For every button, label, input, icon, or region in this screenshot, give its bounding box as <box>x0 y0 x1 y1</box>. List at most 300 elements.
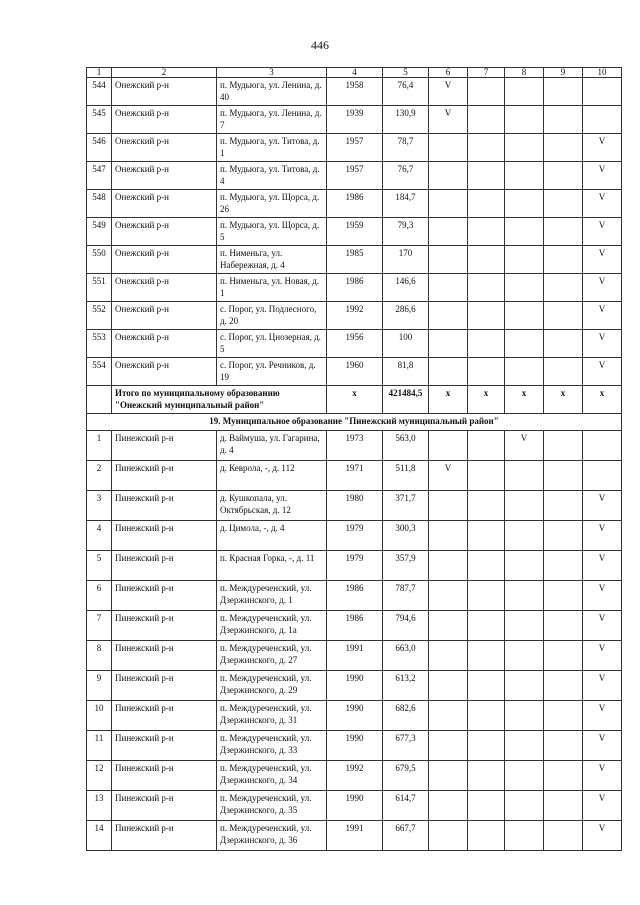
table-cell <box>505 791 544 821</box>
table-cell: Онежский р-н <box>112 190 217 218</box>
table-cell: 4 <box>87 521 112 551</box>
table-cell <box>429 551 468 581</box>
table-cell: Пинежский р-н <box>112 821 217 851</box>
table-cell <box>429 701 468 731</box>
table-cell: V <box>583 218 622 246</box>
table-cell <box>429 521 468 551</box>
table-cell: Онежский р-н <box>112 330 217 358</box>
housing-register-table <box>86 67 622 851</box>
table-cell: 614,7 <box>383 791 429 821</box>
table-cell: 1986 <box>327 190 383 218</box>
table-cell: 184,7 <box>383 190 429 218</box>
table-cell: Онежский р-н <box>112 106 217 134</box>
table-cell <box>544 521 583 551</box>
table-cell <box>429 302 468 330</box>
table-cell <box>468 581 505 611</box>
table-cell: д. Ваймуша, ул. Гагарина, д. 4 <box>217 431 327 461</box>
table-cell <box>505 190 544 218</box>
table-cell: 551 <box>87 274 112 302</box>
table-cell: 421484,5 <box>383 386 429 414</box>
column-header: 7 <box>468 68 505 78</box>
table-cell: 554 <box>87 358 112 386</box>
table-cell <box>505 218 544 246</box>
table-cell: 11 <box>87 731 112 761</box>
table-cell: 563,0 <box>383 431 429 461</box>
table-cell <box>505 358 544 386</box>
table-cell <box>505 162 544 190</box>
table-cell: V <box>583 731 622 761</box>
table-cell: V <box>583 611 622 641</box>
table-cell <box>468 78 505 106</box>
table-cell: 81,8 <box>383 358 429 386</box>
table-cell <box>468 274 505 302</box>
table-cell: x <box>327 386 383 414</box>
table-cell <box>544 701 583 731</box>
table-cell: 1979 <box>327 521 383 551</box>
table-cell: 1991 <box>327 641 383 671</box>
table-cell: 9 <box>87 671 112 701</box>
table-cell: Пинежский р-н <box>112 581 217 611</box>
table-row <box>87 641 622 671</box>
table-cell <box>429 731 468 761</box>
table-cell: Онежский р-н <box>112 274 217 302</box>
table-cell: Пинежский р-н <box>112 431 217 461</box>
table-cell <box>544 431 583 461</box>
table-cell <box>468 641 505 671</box>
table-cell: п. Междуреченский, ул. Дзержинского, д. 27 <box>217 641 327 671</box>
table-cell: п. Мудьюга, ул. Титова, д. 1 <box>217 134 327 162</box>
table-cell: V <box>583 791 622 821</box>
table-cell <box>544 731 583 761</box>
table-cell: V <box>583 358 622 386</box>
table-cell: 1992 <box>327 761 383 791</box>
table-cell: Онежский р-н <box>112 78 217 106</box>
table-cell: V <box>429 106 468 134</box>
table-cell <box>429 246 468 274</box>
table-cell: 170 <box>383 246 429 274</box>
table-cell <box>505 611 544 641</box>
table-cell <box>544 611 583 641</box>
table-cell <box>468 491 505 521</box>
table-cell <box>505 78 544 106</box>
table-cell: 8 <box>87 641 112 671</box>
table-cell: 6 <box>87 581 112 611</box>
column-header: 8 <box>505 68 544 78</box>
table-cell <box>429 761 468 791</box>
table-cell: Пинежский р-н <box>112 671 217 701</box>
table-cell <box>429 791 468 821</box>
table-cell: п. Междуреченский, ул. Дзержинского, д. 34 <box>217 761 327 791</box>
table-cell: п. Междуреченский, ул. Дзержинского, д. 29 <box>217 671 327 701</box>
table-cell <box>468 302 505 330</box>
table-row <box>87 134 622 162</box>
table-cell: 14 <box>87 821 112 851</box>
table-cell: 2 <box>87 461 112 491</box>
table-cell: 544 <box>87 78 112 106</box>
table-cell: 548 <box>87 190 112 218</box>
table-cell: V <box>583 551 622 581</box>
table-cell: 1 <box>87 431 112 461</box>
table-cell <box>583 461 622 491</box>
table-cell <box>468 761 505 791</box>
table-cell <box>505 701 544 731</box>
table-cell <box>544 106 583 134</box>
table-cell: Пинежский р-н <box>112 551 217 581</box>
table-cell <box>505 671 544 701</box>
table-cell: 613,2 <box>383 671 429 701</box>
table-cell: V <box>505 431 544 461</box>
column-header: 10 <box>583 68 622 78</box>
table-row <box>87 162 622 190</box>
table-row <box>87 431 622 461</box>
table-row <box>87 731 622 761</box>
table-cell <box>505 461 544 491</box>
table-cell: 357,9 <box>383 551 429 581</box>
table-cell: 76,7 <box>383 162 429 190</box>
table-cell: V <box>583 701 622 731</box>
table-cell <box>468 791 505 821</box>
table-cell: 1986 <box>327 611 383 641</box>
table-cell <box>505 491 544 521</box>
table-cell <box>468 246 505 274</box>
table-cell <box>505 761 544 791</box>
table-cell <box>87 386 112 414</box>
table-cell: V <box>583 274 622 302</box>
table-cell: Пинежский р-н <box>112 491 217 521</box>
table-cell <box>468 218 505 246</box>
table-cell: V <box>583 330 622 358</box>
table-cell: п. Междуреченский, ул. Дзержинского, д. 31 <box>217 701 327 731</box>
page-number: 446 <box>311 38 329 52</box>
table-cell: 1960 <box>327 358 383 386</box>
table-cell: 679,5 <box>383 761 429 791</box>
table-cell <box>544 218 583 246</box>
table-cell: Онежский р-н <box>112 302 217 330</box>
table-cell <box>583 106 622 134</box>
table-cell: п. Красная Горка, -, д. 11 <box>217 551 327 581</box>
table-cell: 1939 <box>327 106 383 134</box>
table-cell: 12 <box>87 761 112 791</box>
table-cell <box>544 162 583 190</box>
table-cell: Пинежский р-н <box>112 641 217 671</box>
table-cell: Пинежский р-н <box>112 461 217 491</box>
table-cell: 1957 <box>327 134 383 162</box>
table-cell <box>544 671 583 701</box>
table-row <box>87 302 622 330</box>
table-cell <box>583 78 622 106</box>
table-cell: V <box>583 761 622 791</box>
table-cell: 550 <box>87 246 112 274</box>
table-cell: Пинежский р-н <box>112 701 217 731</box>
table-cell <box>468 162 505 190</box>
table-cell: V <box>583 134 622 162</box>
table-row <box>87 246 622 274</box>
table-body <box>87 68 622 851</box>
table-cell <box>544 761 583 791</box>
table-cell: 663,0 <box>383 641 429 671</box>
table-cell <box>544 78 583 106</box>
table-cell: 682,6 <box>383 701 429 731</box>
table-row <box>87 274 622 302</box>
table-cell: 79,3 <box>383 218 429 246</box>
table-cell <box>429 581 468 611</box>
table-cell <box>505 551 544 581</box>
table-row <box>87 521 622 551</box>
table-cell <box>505 330 544 358</box>
section-heading-row <box>87 414 622 431</box>
table-cell <box>505 581 544 611</box>
table-cell <box>429 274 468 302</box>
table-cell <box>468 190 505 218</box>
table-cell: Пинежский р-н <box>112 731 217 761</box>
table-cell: 1958 <box>327 78 383 106</box>
table-cell: 300,3 <box>383 521 429 551</box>
table-cell: 547 <box>87 162 112 190</box>
table-cell: Онежский р-н <box>112 218 217 246</box>
table-cell: п. Мудьюга, ул. Титова, д. 4 <box>217 162 327 190</box>
table-cell: 787,7 <box>383 581 429 611</box>
table-cell: V <box>583 162 622 190</box>
table-row <box>87 78 622 106</box>
table-cell <box>429 491 468 521</box>
table-cell: 1957 <box>327 162 383 190</box>
table-cell <box>429 431 468 461</box>
column-header: 3 <box>217 68 327 78</box>
table-cell: Пинежский р-н <box>112 791 217 821</box>
table-cell: 146,6 <box>383 274 429 302</box>
table-cell: 1990 <box>327 731 383 761</box>
table-cell: 552 <box>87 302 112 330</box>
table-cell: V <box>583 671 622 701</box>
table-cell <box>429 671 468 701</box>
table-cell <box>505 521 544 551</box>
table-cell: п. Мудьюга, ул. Щорса, д. 26 <box>217 190 327 218</box>
table-cell: 76,4 <box>383 78 429 106</box>
table-row <box>87 821 622 851</box>
table-cell: 7 <box>87 611 112 641</box>
table-row <box>87 701 622 731</box>
table-row <box>87 358 622 386</box>
table-cell: 1971 <box>327 461 383 491</box>
table-cell: V <box>583 246 622 274</box>
table-cell <box>544 461 583 491</box>
table-cell: п. Междуреченский, ул. Дзержинского, д. 1а <box>217 611 327 641</box>
table-cell <box>429 134 468 162</box>
table-cell: V <box>583 521 622 551</box>
table-cell: 13 <box>87 791 112 821</box>
table-cell: V <box>583 821 622 851</box>
column-header: 9 <box>544 68 583 78</box>
table-cell: с. Порог, ул. Цнозерная, д. 5 <box>217 330 327 358</box>
table-cell <box>429 611 468 641</box>
table-cell <box>468 821 505 851</box>
table-cell <box>468 461 505 491</box>
table-cell: 1990 <box>327 671 383 701</box>
table-cell <box>429 330 468 358</box>
table-cell <box>429 218 468 246</box>
table-cell: V <box>583 302 622 330</box>
table-cell <box>544 246 583 274</box>
table-cell: 546 <box>87 134 112 162</box>
table-cell: V <box>429 78 468 106</box>
table-cell <box>468 731 505 761</box>
table-cell <box>505 821 544 851</box>
table-cell <box>468 431 505 461</box>
table-row <box>87 671 622 701</box>
table-row <box>87 551 622 581</box>
column-header: 2 <box>112 68 217 78</box>
table-cell: 1980 <box>327 491 383 521</box>
table-cell <box>505 106 544 134</box>
table-cell <box>583 431 622 461</box>
column-header: 6 <box>429 68 468 78</box>
column-number-header-row <box>87 68 622 78</box>
table-cell <box>544 190 583 218</box>
table-row <box>87 791 622 821</box>
table-cell <box>468 701 505 731</box>
table-cell <box>544 821 583 851</box>
table-cell <box>544 302 583 330</box>
table-cell: 545 <box>87 106 112 134</box>
table-cell <box>429 190 468 218</box>
table-cell <box>429 641 468 671</box>
total-row <box>87 386 622 414</box>
table-cell: п. Мудьюга, ул. Ленина, д. 40 <box>217 78 327 106</box>
table-cell <box>544 641 583 671</box>
table-row <box>87 581 622 611</box>
table-cell: Онежский р-н <box>112 134 217 162</box>
table-cell: 1992 <box>327 302 383 330</box>
table-cell: x <box>429 386 468 414</box>
table-cell <box>544 274 583 302</box>
table-cell <box>429 358 468 386</box>
table-cell: п. Междуреченский, ул. Дзержинского, д. 33 <box>217 731 327 761</box>
table-cell <box>544 551 583 581</box>
column-header: 1 <box>87 68 112 78</box>
table-cell: Пинежский р-н <box>112 521 217 551</box>
table-cell <box>505 302 544 330</box>
table-cell <box>468 106 505 134</box>
table-cell: с. Порог, ул. Речников, д. 19 <box>217 358 327 386</box>
table-cell: п. Нименьга, ул. Новая, д. 1 <box>217 274 327 302</box>
table-cell: x <box>583 386 622 414</box>
table-cell: 553 <box>87 330 112 358</box>
table-cell <box>468 134 505 162</box>
column-header: 4 <box>327 68 383 78</box>
table-cell <box>505 134 544 162</box>
table-cell: 286,6 <box>383 302 429 330</box>
table-cell: 1973 <box>327 431 383 461</box>
table-cell: Онежский р-н <box>112 162 217 190</box>
table-cell: 667,7 <box>383 821 429 851</box>
table-cell: 100 <box>383 330 429 358</box>
table-cell <box>544 358 583 386</box>
table-cell: д. Кушкопала, ул. Октябрьская, д. 12 <box>217 491 327 521</box>
table-cell: 794,6 <box>383 611 429 641</box>
table-cell: V <box>429 461 468 491</box>
table-cell <box>468 358 505 386</box>
table-row <box>87 106 622 134</box>
table-cell: 1959 <box>327 218 383 246</box>
table-cell: 371,7 <box>383 491 429 521</box>
table-cell <box>544 134 583 162</box>
table-cell: д. Цимола, -, д. 4 <box>217 521 327 551</box>
table-cell: 1985 <box>327 246 383 274</box>
table-cell: п. Междуреченский, ул. Дзержинского, д. 35 <box>217 791 327 821</box>
table-cell <box>505 274 544 302</box>
table-cell: Итого по муниципальному образованию "Онежский муниципальный район" <box>112 386 327 414</box>
table-cell <box>505 246 544 274</box>
table-cell <box>429 821 468 851</box>
table-row <box>87 761 622 791</box>
table-cell: V <box>583 491 622 521</box>
column-header: 5 <box>383 68 429 78</box>
table-cell: V <box>583 641 622 671</box>
table-cell: 3 <box>87 491 112 521</box>
table-cell: 1986 <box>327 581 383 611</box>
table-cell: 1979 <box>327 551 383 581</box>
table-cell <box>544 581 583 611</box>
table-row <box>87 611 622 641</box>
table-cell: 677,3 <box>383 731 429 761</box>
table-cell: 10 <box>87 701 112 731</box>
table-cell: 5 <box>87 551 112 581</box>
table-cell <box>429 162 468 190</box>
table-cell: 78,7 <box>383 134 429 162</box>
table-cell <box>505 641 544 671</box>
table-cell: x <box>468 386 505 414</box>
table-cell <box>468 611 505 641</box>
table-cell: п. Междуреченский, ул. Дзержинского, д. 1 <box>217 581 327 611</box>
table-cell: Онежский р-н <box>112 246 217 274</box>
table-cell: 1986 <box>327 274 383 302</box>
section-heading: 19. Муниципальное образование "Пинежский муниципальный район" <box>87 414 622 431</box>
table-row <box>87 218 622 246</box>
table-row <box>87 461 622 491</box>
table-cell: x <box>544 386 583 414</box>
table-cell: п. Мудьюга, ул. Ленина, д. 7 <box>217 106 327 134</box>
table-cell: 1956 <box>327 330 383 358</box>
table-cell <box>544 330 583 358</box>
table-cell: Пинежский р-н <box>112 761 217 791</box>
table-cell <box>544 791 583 821</box>
table-cell <box>468 521 505 551</box>
table-cell: 1991 <box>327 821 383 851</box>
table-cell: Пинежский р-н <box>112 611 217 641</box>
table-cell <box>468 330 505 358</box>
table-cell: x <box>505 386 544 414</box>
table-row <box>87 491 622 521</box>
table-cell: 1990 <box>327 701 383 731</box>
table-cell: п. Мудьюга, ул. Щорса, д. 5 <box>217 218 327 246</box>
table-row <box>87 330 622 358</box>
table-cell <box>544 491 583 521</box>
table-cell: 130,9 <box>383 106 429 134</box>
table-cell: 549 <box>87 218 112 246</box>
table-row <box>87 190 622 218</box>
table-cell: п. Нименьга, ул. Набережная, д. 4 <box>217 246 327 274</box>
table-cell: Онежский р-н <box>112 358 217 386</box>
table-cell: с. Порог, ул. Подлесного, д. 20 <box>217 302 327 330</box>
table-cell: 1990 <box>327 791 383 821</box>
table-cell: V <box>583 190 622 218</box>
table-cell <box>468 551 505 581</box>
table-cell: д. Кеврола, -, д. 112 <box>217 461 327 491</box>
table-cell <box>468 671 505 701</box>
table-cell: п. Междуреченский, ул. Дзержинского, д. 36 <box>217 821 327 851</box>
table-cell: V <box>583 581 622 611</box>
table-cell <box>505 731 544 761</box>
